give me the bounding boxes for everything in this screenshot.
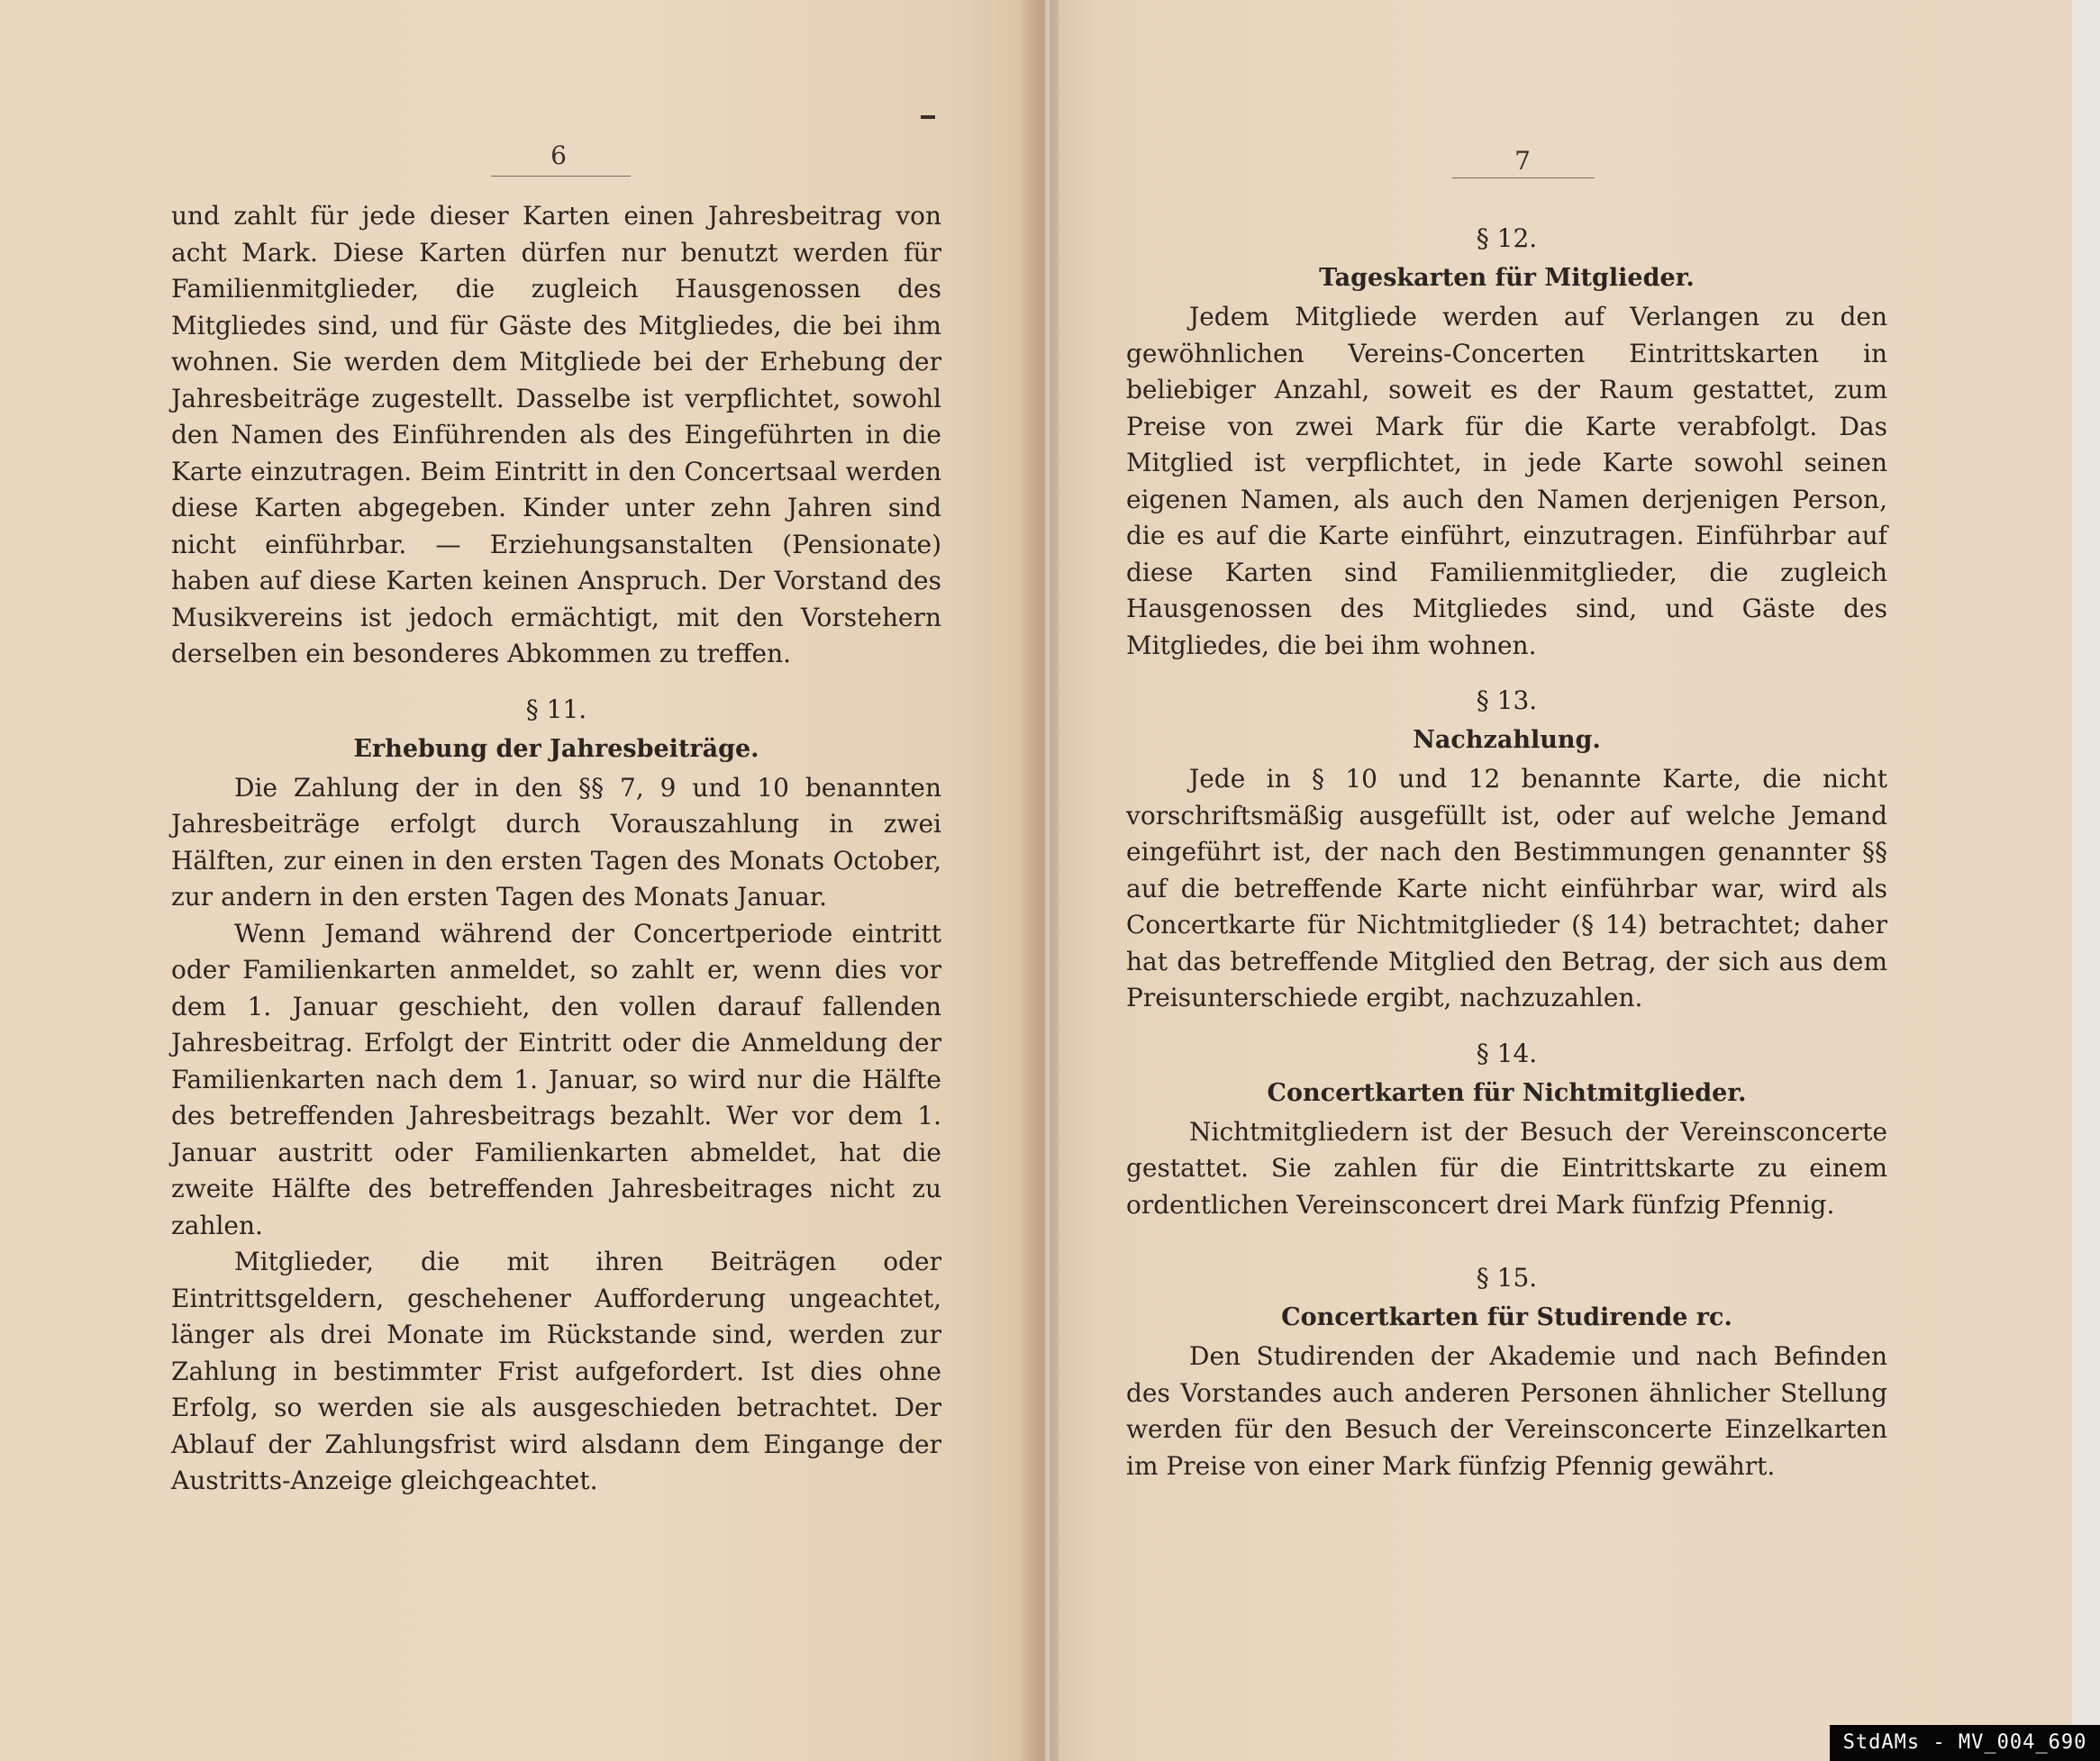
- section-12-title: Tageskarten für Mitglieder.: [1319, 264, 1695, 292]
- section-14-title: Concertkarten für Nichtmitglieder.: [1267, 1078, 1747, 1107]
- right-header-rule: [1452, 177, 1595, 178]
- section-11-paragraph-1: Die Zahlung der in den §§ 7, 9 und 10 benannten Jahresbeiträge erfolgt durch Vorauszahlung in zwei Hälften, zur einen in den ersten Tagen des Monats October, zur andern in den ersten Tagen des Monats Januar.: [171, 772, 941, 912]
- section-14-text: Nichtmitgliedern ist der Besuch der Vereinsconcerte gestattet. Sie zahlen für die Eintrittskarte zu einem ordentlichen Vereinsconcert drei Mark fünfzig Pfennig.: [1126, 1116, 1887, 1220]
- archive-stamp: StdAMs - MV_004_690: [1830, 1725, 2100, 1761]
- section-11-paragraph-3: Mitglieder, die mit ihren Beiträgen oder Eintrittsgeldern, geschehener Aufforderung ungeachtet, länger als drei Monate im Rückstande sind, werden zur Zahlung in bestimmter Frist aufgefordert. Ist dies ohne Erfolg, so werden sie als ausgeschieden betrachtet. Der Ablauf der Zahlungsfrist wird alsdann dem Eingange der Austritts-Anzeige gleichgeachtet.: [171, 1247, 941, 1495]
- section-11-number: § 11.: [525, 694, 587, 724]
- section-14-number: § 14.: [1476, 1038, 1538, 1068]
- section-11-paragraph-2: Wenn Jemand während der Concertperiode eintritt oder Familienkarten anmeldet, so zahlt er, wenn dies vor dem 1. Januar geschieht, den vollen darauf fallenden Jahresbeitrag. Erfolgt der Eintritt oder die Anmeldung der Familienkarten nach dem 1. Januar, so wird nur die Hälfte des betreffenden Jahresbeitrags bezahlt. Wer vor dem 1. Januar austritt oder Familienkarten abmeldet, hat die zweite Hälfte des betreffenden Jahresbeitrages nicht zu zahlen.: [171, 918, 941, 1240]
- intro-paragraph: und zahlt für jede dieser Karten einen Jahresbeitrag von acht Mark. Diese Karten dürfen nur benutzt werden für Familienmitglieder, die zugleich Hausgenossen des Mitgliedes sind, und für Gäste des Mitgliedes, die bei ihm wohnen. Sie werden dem Mitgliede bei der Erhebung der Jahresbeiträge zugestellt. Dasselbe ist verpflichtet, sowohl den Namen des Einführenden als des Eingeführten in die Karte einzutragen. Beim Eintritt in den Concertsaal werden diese Karten abgegeben. Kinder unter zehn Jahren sind nicht einführbar. — Erziehungsanstalten (Pensionate) haben auf diese Karten keinen Anspruch. Der Vorstand des Musikvereins ist jedoch ermächtigt, mit den Vorstehern derselben ein besonderes Abkommen zu treffen.: [171, 201, 941, 668]
- book-gutter: [1018, 0, 1059, 1761]
- left-header-rule: [491, 176, 631, 177]
- section-15-number: § 15.: [1476, 1263, 1538, 1293]
- section-11-title: Erhebung der Jahresbeiträge.: [353, 734, 759, 763]
- left-page-number: 6: [550, 141, 567, 170]
- section-12-text: Jedem Mitgliede werden auf Verlangen zu den gewöhnlichen Vereins-Concerten Eintrittskarten in beliebiger Anzahl, soweit es der Raum gestattet, zum Preise von zwei Mark für die Karte verabfolgt. Das Mitglied ist verpflichtet, in jede Karte sowohl seinen eigenen Namen, als auch den Namen derjenigen Person, die es auf die Karte einführt, einzutragen. Einführbar auf diese Karten sind Familienmitglieder, die zugleich Hausgenossen des Mitgliedes sind, und Gäste des Mitgliedes, die bei ihm wohnen.: [1126, 302, 1887, 660]
- section-12-number: § 12.: [1476, 223, 1538, 253]
- right-page-number: 7: [1514, 146, 1531, 176]
- section-15-title: Concertkarten für Studirende rc.: [1281, 1303, 1732, 1331]
- section-13-number: § 13.: [1476, 685, 1538, 715]
- left-page-text: [171, 198, 941, 1500]
- section-13-text: Jede in § 10 und 12 benannte Karte, die nicht vorschriftsmäßig ausgefüllt ist, oder auf welche Jemand eingeführt ist, der nach den Bestimmungen genannter §§ auf die betreffende Karte nicht einführbar war, wird als Concertkarte für Nichtmitglieder (§ 14) betrachtet; daher hat das betreffende Mitglied den Betrag, der sich aus dem Preisunterschiede ergibt, nachzuzahlen.: [1126, 764, 1887, 1012]
- right-page-text: [1126, 220, 1887, 1484]
- section-13-title: Nachzahlung.: [1413, 726, 1601, 754]
- page-edge: [2072, 0, 2100, 1761]
- section-15-text: Den Studirenden der Akademie und nach Befinden des Vorstandes auch anderen Personen ähnlicher Stellung werden für den Besuch der Vereinsconcerte Einzelkarten im Preise von einer Mark fünfzig Pfennig gewährt.: [1126, 1341, 1887, 1481]
- print-mark: [921, 115, 935, 119]
